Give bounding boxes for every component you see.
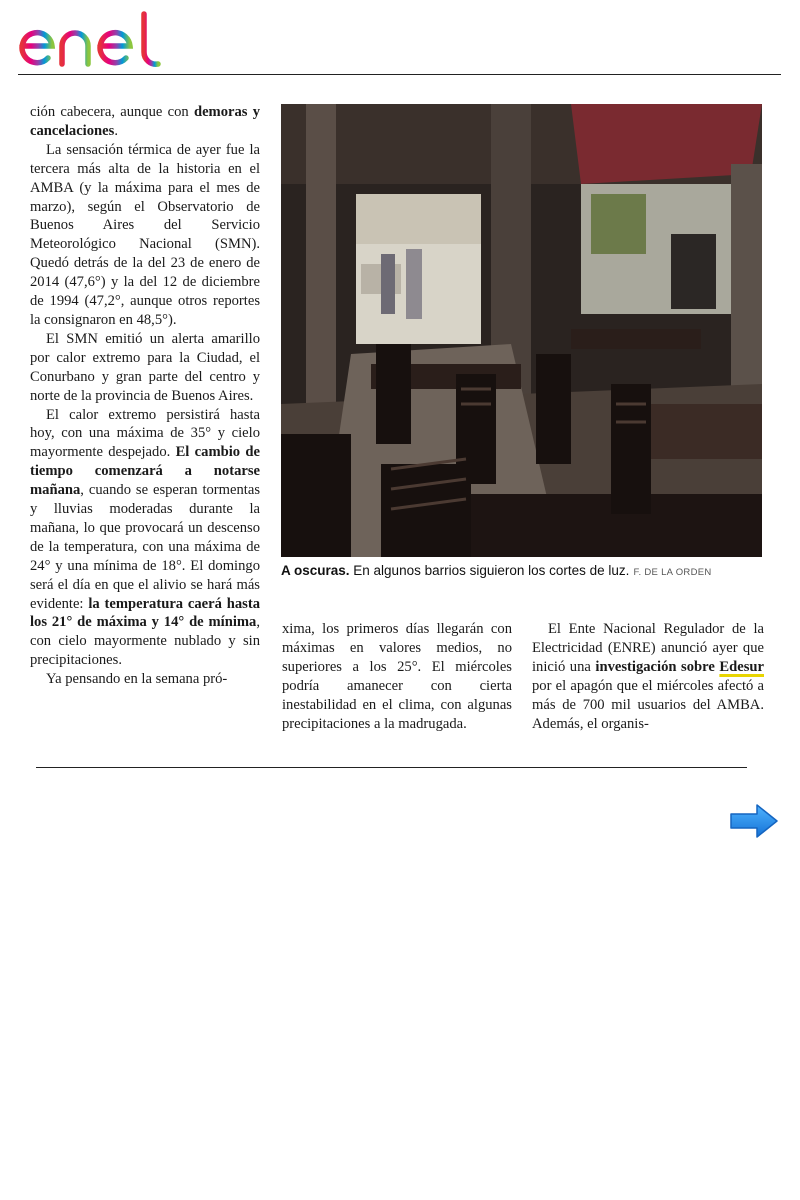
- enel-logo: [18, 8, 178, 70]
- paragraph: Ya pensando en la semana pró-: [46, 671, 228, 688]
- article-column-1: [30, 103, 260, 689]
- paragraph: El SMN emitió un alerta amarillo por calor extremo para la Ciudad, el Conurbano y gran parte del centro y norte de la provincia de Buenos Aires.: [30, 330, 260, 404]
- cafe-photo: [281, 104, 762, 557]
- paragraph: xima, los primeros días llegarán con máximas en valores medios, no superiores a los 25°. El miércoles podría amanecer con cierta inestabilidad en el clima, con algunas precipitaciones a la madrugada.: [282, 621, 512, 732]
- footer-rule: [36, 767, 747, 768]
- photo-caption: A oscuras. En algunos barrios siguieron los cortes de luz. F. DE LA ORDEN: [281, 563, 712, 578]
- photo-credit: F. DE LA ORDEN: [633, 567, 712, 578]
- header-rule: [18, 74, 781, 75]
- paragraph: El calor extremo persistirá hasta hoy, con una máxima de 35° y cielo mayormente despejado. El cambio de tiempo comenzará a notarse mañana, cuando se esperan tormentas y lluvias moderadas durante la mañana, lo que provocará un descenso de la temperatura, con una máxima de 24° y una mínima de 18°. El domingo será el día en que el alivio se hará más evidente: la temperatura caerá hasta los 21° de máxima y 14° de mínima, con cielo mayormente nublado y sin precipitaciones.: [30, 406, 261, 669]
- arrow-right-icon[interactable]: [729, 803, 779, 839]
- paragraph: ción cabecera, aunque con demoras y cancelaciones.: [30, 104, 260, 139]
- paragraph: La sensación térmica de ayer fue la tercera más alta de la historia en el AMBA (y la máxima para el mes de marzo), según el Observatorio de Buenos Aires del Servicio Meteorológico Nacional (SMN). Quedó detrás de la del 23 de enero de 2014 (47,6°) y la del 12 de diciembre de 1994 (47,2°, aunque otros reportes la consignaron en 48,5°).: [30, 141, 260, 328]
- article-column-3: [532, 620, 764, 733]
- highlighted-term: Edesur: [719, 658, 764, 675]
- article-column-2: [282, 620, 512, 733]
- paragraph: El Ente Nacional Regulador de la Electricidad (ENRE) anunció ayer que inició una investigación sobre Edesur por el apagón que el miércoles afectó a más de 700 mil usuarios del AMBA. Además, el organis-: [532, 621, 764, 732]
